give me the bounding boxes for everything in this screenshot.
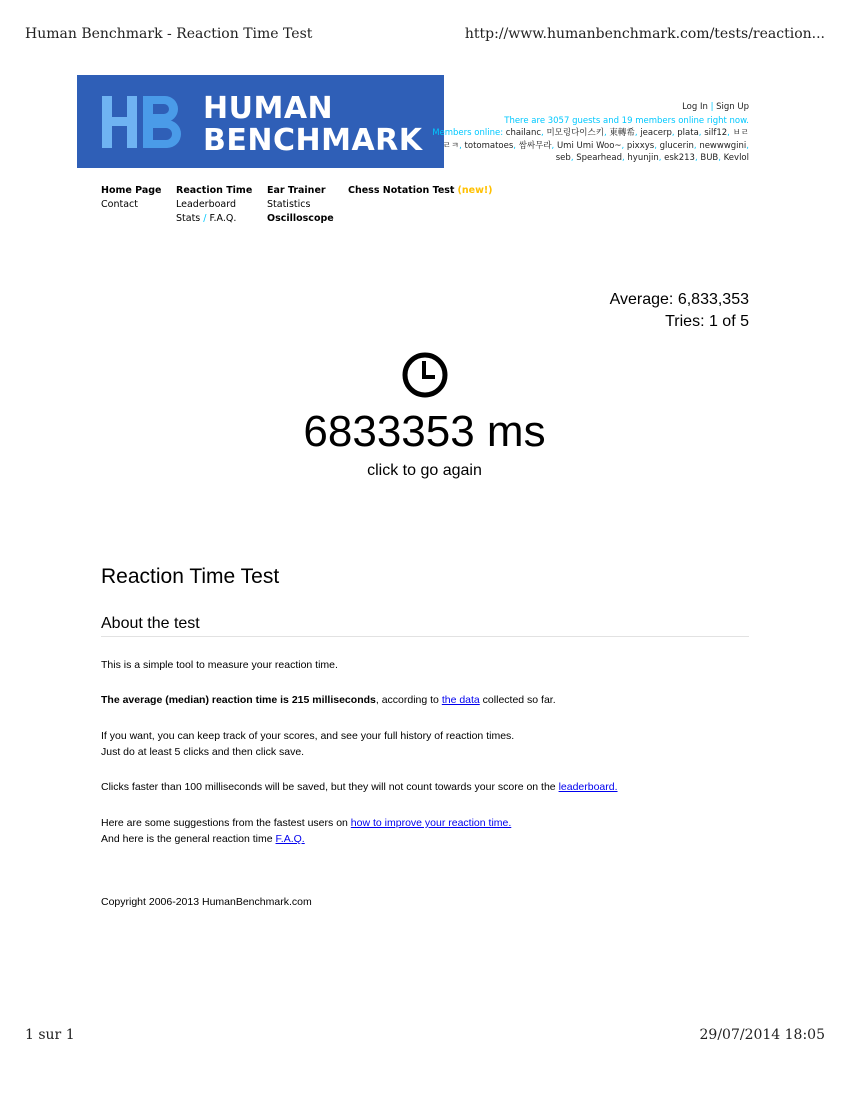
the-data-link[interactable]: the data	[441, 694, 480, 706]
nav-leaderboard[interactable]: Leaderboard	[176, 199, 237, 210]
nav-slash: /	[203, 213, 207, 224]
tries-count: Tries: 1 of 5	[665, 313, 749, 330]
member-separator: ,	[513, 140, 519, 151]
average-paragraph: The average (median) reaction time is 215 milliseconds, according to the data collected so far.	[101, 694, 556, 706]
member-link[interactable]: 東轉希	[609, 128, 635, 138]
score-stats	[610, 289, 749, 333]
member-link[interactable]: Umi Umi Woo~	[556, 140, 622, 151]
nav-oscilloscope[interactable]: Oscilloscope	[267, 213, 334, 224]
member-link[interactable]: BUB	[700, 153, 719, 163]
members-online-label: Members online:	[432, 128, 504, 138]
main-content	[101, 563, 749, 908]
member-separator: ,	[541, 128, 547, 138]
member-separator: ,	[634, 128, 641, 138]
login-link[interactable]: Log In	[682, 102, 708, 112]
nav-statistics[interactable]: Statistics	[267, 199, 311, 210]
faq-link[interactable]: F.A.Q.	[275, 833, 305, 845]
reaction-time-result[interactable]: 6833353 ms	[303, 407, 546, 456]
nav-faq[interactable]: F.A.Q.	[209, 213, 237, 224]
member-separator: ,	[718, 153, 724, 163]
print-page-number: 1 sur 1	[25, 1027, 75, 1043]
member-separator: ,	[698, 128, 705, 138]
member-separator: ,	[694, 153, 701, 163]
member-link[interactable]: Kevlol	[723, 153, 749, 163]
member-link[interactable]: totomatoes	[464, 140, 514, 151]
nav-stats[interactable]: Stats	[176, 213, 201, 224]
site-logo[interactable]	[77, 75, 444, 168]
click-to-go-again[interactable]: click to go again	[367, 462, 482, 479]
member-link[interactable]: Spearhead	[576, 153, 623, 163]
average-statement: The average (median) reaction time is 215 milliseconds	[101, 694, 376, 706]
history-paragraph: If you want, you can keep track of your scores, and see your full history of reaction times. Just do at least 5 clicks and then click save.	[101, 730, 515, 758]
nav-reaction-time[interactable]: Reaction Time	[176, 185, 253, 196]
nav-col-1	[101, 184, 162, 212]
member-separator: ,	[671, 128, 678, 138]
nav-col-3	[267, 184, 334, 226]
member-link[interactable]: silf12	[704, 128, 728, 138]
print-page-title: Human Benchmark - Reaction Time Test	[25, 26, 313, 42]
about-heading: About the test	[101, 613, 749, 637]
leaderboard-paragraph: Clicks faster than 100 milliseconds will be saved, but they will not count towards your score on the leaderboard.	[101, 781, 618, 793]
logo-wordmark: HUMAN BENCHMARK	[203, 91, 423, 158]
member-separator: ,	[551, 140, 557, 151]
member-link[interactable]: hyunjin	[627, 153, 659, 163]
member-box	[429, 101, 749, 165]
nav-contact[interactable]: Contact	[101, 199, 138, 210]
auth-links	[429, 101, 749, 114]
print-page-url: http://www.humanbenchmark.com/tests/reaction...	[464, 26, 825, 42]
member-link[interactable]: ㅂㄹㄹㅋ	[442, 128, 749, 151]
print-header	[25, 26, 825, 42]
copyright: Copyright 2006-2013 HumanBenchmark.com	[101, 896, 312, 908]
leaderboard-link[interactable]: leaderboard.	[558, 781, 618, 793]
nav-col-2	[176, 184, 252, 226]
print-datetime: 29/07/2014 18:05	[699, 1027, 825, 1043]
new-badge: (new!)	[457, 185, 493, 196]
member-link[interactable]: 쌈싸무라	[518, 140, 552, 151]
member-separator: ,	[459, 140, 465, 151]
page-title: Reaction Time Test	[101, 565, 280, 588]
auth-separator: |	[710, 102, 714, 112]
intro-paragraph: This is a simple tool to measure your reaction time.	[101, 659, 338, 671]
clock-icon	[400, 350, 450, 400]
member-link[interactable]: seb	[555, 153, 571, 163]
member-separator: ,	[570, 153, 577, 163]
nav-col-4	[348, 184, 493, 198]
print-footer	[25, 1027, 825, 1043]
online-count: There are 3057 guests and 19 members online right now.	[504, 115, 749, 126]
member-link[interactable]: 미모링다이스키	[546, 128, 604, 138]
member-separator: ,	[654, 140, 660, 151]
member-link[interactable]: jeacerp	[640, 128, 672, 138]
suggestions-paragraph: Here are some suggestions from the fastest users on how to improve your reaction time. And here is the general reaction time F.A.Q.	[101, 817, 512, 845]
member-separator: ,	[603, 128, 610, 138]
member-link[interactable]: pixxys	[626, 140, 655, 151]
member-link[interactable]: esk213	[664, 153, 695, 163]
member-separator: ,	[658, 153, 665, 163]
member-link[interactable]: newwwgini	[699, 140, 747, 151]
hb-monogram-icon	[99, 93, 189, 151]
signup-link[interactable]: Sign Up	[716, 102, 749, 112]
members-online	[429, 127, 749, 165]
member-separator: ,	[621, 140, 627, 151]
improve-reaction-link[interactable]: how to improve your reaction time.	[350, 817, 512, 829]
member-separator: ,	[622, 153, 628, 163]
nav-chess-notation[interactable]: Chess Notation Test	[348, 185, 455, 196]
member-link[interactable]: glucerin	[659, 140, 694, 151]
member-link[interactable]: chailanc	[505, 128, 542, 138]
average-score: Average: 6,833,353	[609, 291, 749, 308]
member-link[interactable]: plata	[677, 128, 699, 138]
nav-home-page[interactable]: Home Page	[101, 185, 162, 196]
member-separator: ,	[727, 128, 733, 138]
member-separator: ,	[693, 140, 700, 151]
member-separator: ,	[746, 140, 749, 151]
nav-ear-trainer[interactable]: Ear Trainer	[267, 185, 326, 196]
